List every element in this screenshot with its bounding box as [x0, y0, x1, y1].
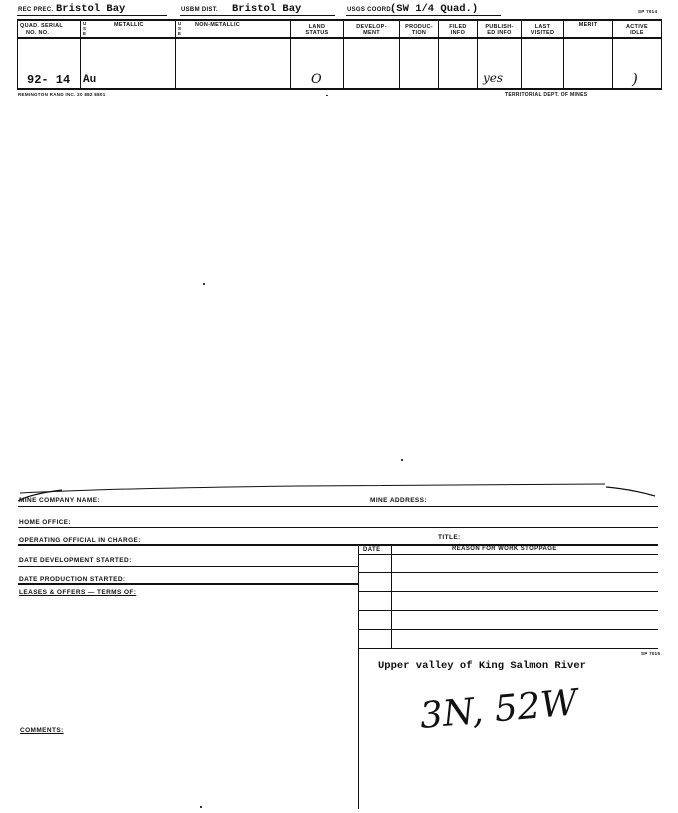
date-table-row-2	[358, 591, 658, 592]
row-land-status: O	[311, 72, 322, 87]
title-label: TITLE:	[438, 534, 461, 541]
usgs-coord-value: (SW 1/4 Quad.)	[390, 3, 479, 15]
top-form-number: SP 7014	[638, 9, 658, 14]
col-use-letters-nonmetallic: U S E	[178, 21, 182, 36]
grid-col-divider-1	[80, 19, 81, 90]
row-quad-serial: 92- 14	[27, 73, 71, 87]
date-table-row-5	[358, 648, 658, 649]
scan-speck	[326, 95, 328, 96]
col-metallic: METALLIC	[114, 22, 144, 28]
reason-column-header: REASON FOR WORK STOPPAGE	[452, 546, 557, 552]
comments-label: COMMENTS:	[20, 727, 64, 734]
col-production: PRODUC- TION	[405, 24, 433, 36]
col-no-no: NO. NO.	[26, 30, 50, 36]
date-table-row-3	[358, 610, 658, 611]
scan-speck	[203, 283, 205, 285]
operating-official-line	[18, 544, 658, 546]
grid-col-edge-left	[17, 19, 18, 90]
mine-company-name-label: MINE COMPANY NAME:	[19, 497, 100, 504]
col-last-visited: LAST VISITED	[530, 24, 555, 36]
home-office-line	[18, 527, 658, 528]
col-land-status: LAND STATUS	[305, 24, 329, 36]
grid-col-edge-right	[661, 19, 662, 90]
date-production-line	[18, 583, 358, 585]
row-active-idle: )	[632, 70, 638, 88]
row-metallic: Au	[83, 74, 97, 86]
operating-official-label: OPERATING OFFICIAL IN CHARGE:	[19, 537, 141, 544]
date-development-line	[18, 566, 358, 567]
handwritten-township-range: 3N, 52W	[418, 682, 579, 737]
grid-col-divider-2	[175, 19, 176, 90]
bottom-form-number: SP 7015	[641, 651, 661, 656]
col-published-info: PUBLISH- ED INFO	[485, 24, 514, 36]
scan-speck	[401, 459, 403, 461]
date-column-header: DATE	[363, 547, 381, 553]
home-office-label: HOME OFFICE:	[19, 519, 72, 526]
mine-address-label: MINE ADDRESS:	[370, 497, 427, 504]
col-filed-info: FILED INFO	[449, 24, 467, 36]
rec-prec-underline	[17, 15, 167, 16]
row-published-info: yes	[483, 71, 504, 85]
top-footer-right: TERRITORIAL DEPT. OF MINES	[505, 92, 588, 98]
date-table-row-4	[358, 629, 658, 630]
date-table-header-line	[358, 554, 658, 555]
rec-prec-label: REC PREC.	[18, 7, 54, 13]
col-quad-serial: QUAD. SERIAL	[20, 23, 64, 29]
col-active-idle: ACTIVE IDLE	[626, 24, 648, 36]
mine-company-line	[18, 506, 658, 507]
usbm-dist-underline	[180, 15, 335, 16]
rec-prec-value: Bristol Bay	[56, 3, 126, 15]
col-non-metallic: NON-METALLIC	[195, 22, 241, 28]
usgs-coord-label: USGS COORD.	[347, 7, 393, 13]
scan-speck	[200, 806, 202, 808]
grid-bottom-line	[17, 88, 662, 90]
usgs-coord-underline	[346, 15, 501, 16]
usbm-dist-label: USBM DIST.	[181, 7, 219, 13]
card-edge-line	[0, 470, 678, 510]
location-note: Upper valley of King Salmon River	[378, 660, 586, 672]
date-table-row-1	[358, 572, 658, 573]
bottom-center-divider	[358, 544, 359, 809]
grid-header-bottom-line	[17, 37, 662, 39]
col-merit: MERIT	[578, 22, 598, 28]
usbm-dist-value: Bristol Bay	[232, 3, 302, 15]
date-production-label: DATE PRODUCTION STARTED:	[19, 576, 126, 583]
grid-top-line	[17, 19, 662, 21]
leases-offers-label: LEASES & OFFERS — TERMS OF:	[19, 589, 137, 596]
grid-col-divider-9	[563, 19, 564, 90]
date-development-label: DATE DEVELOPMENT STARTED:	[19, 557, 132, 564]
col-development: DEVELOP- MENT	[356, 24, 387, 36]
col-use-letters-metallic: U S E	[83, 21, 87, 36]
top-footer-left: REMINGTON RAND INC. 20 882 8801	[18, 92, 106, 97]
date-column-divider	[391, 544, 392, 648]
